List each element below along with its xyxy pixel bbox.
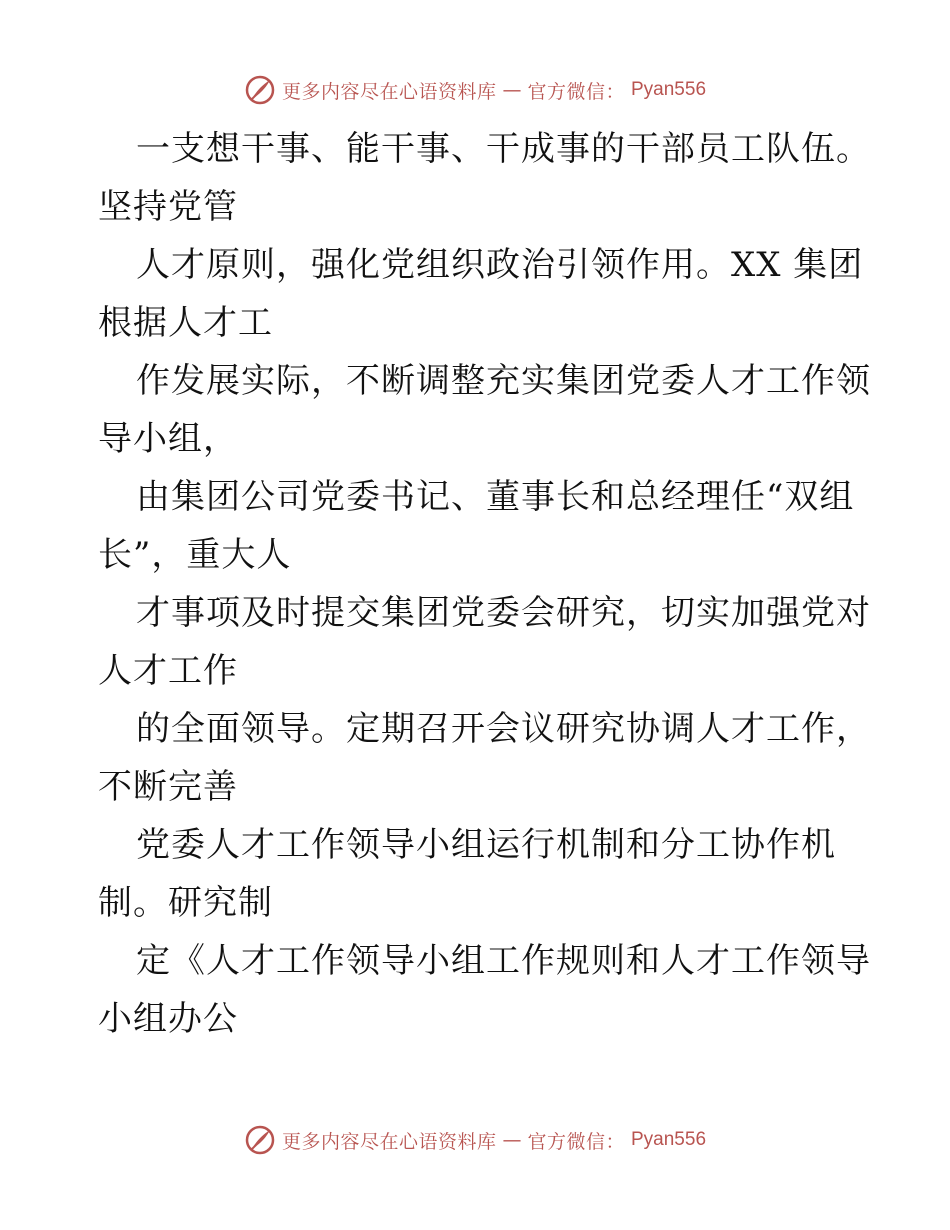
- text-line: 制。研究制: [98, 883, 273, 923]
- banner-tagline: 更多内容尽在心语资料库: [281, 1130, 497, 1153]
- text-line: 党委人才工作领导小组运行机制和分工协作机: [136, 825, 836, 865]
- text-line: 人才原则，强化党组织政治引领作用。XX 集团: [136, 245, 864, 285]
- text-line: 定《人才工作领导小组工作规则和人才工作领导: [136, 941, 871, 981]
- text-line: 一支想干事、能干事、干成事的干部员工队伍。: [136, 129, 871, 169]
- header-banner: [0, 70, 950, 110]
- banner-separator: —: [502, 79, 522, 101]
- banner-wechat-label: 官方微信：: [527, 80, 625, 103]
- banner-separator: —: [502, 1129, 522, 1151]
- text-line: 小组办公: [98, 999, 238, 1039]
- document-body: [98, 120, 871, 1048]
- banner-wechat-id: Pyan556: [631, 79, 707, 100]
- text-line: 不断完善: [98, 767, 238, 807]
- footer-banner: [0, 1120, 950, 1160]
- banner-wechat-label: 官方微信：: [527, 1130, 625, 1153]
- text-line: 根据人才工: [98, 303, 273, 343]
- text-line: 导小组，: [98, 419, 238, 459]
- header-banner-content: [244, 74, 706, 106]
- text-line: 才事项及时提交集团党委会研究，切实加强党对: [136, 593, 871, 633]
- quill-logo-icon: [244, 1124, 276, 1156]
- footer-banner-content: [244, 1124, 706, 1156]
- text-line: 作发展实际，不断调整充实集团党委人才工作领: [136, 361, 871, 401]
- text-line: 由集团公司党委书记、董事长和总经理任“双组: [136, 477, 855, 517]
- text-line: 人才工作: [98, 651, 238, 691]
- quill-logo-icon: [244, 74, 276, 106]
- text-line: 长”，重大人: [98, 535, 292, 575]
- text-line: 坚持党管: [98, 187, 238, 227]
- text-line: 的全面领导。定期召开会议研究协调人才工作，: [136, 709, 871, 749]
- banner-wechat-id: Pyan556: [631, 1129, 707, 1150]
- banner-tagline: 更多内容尽在心语资料库: [281, 80, 497, 103]
